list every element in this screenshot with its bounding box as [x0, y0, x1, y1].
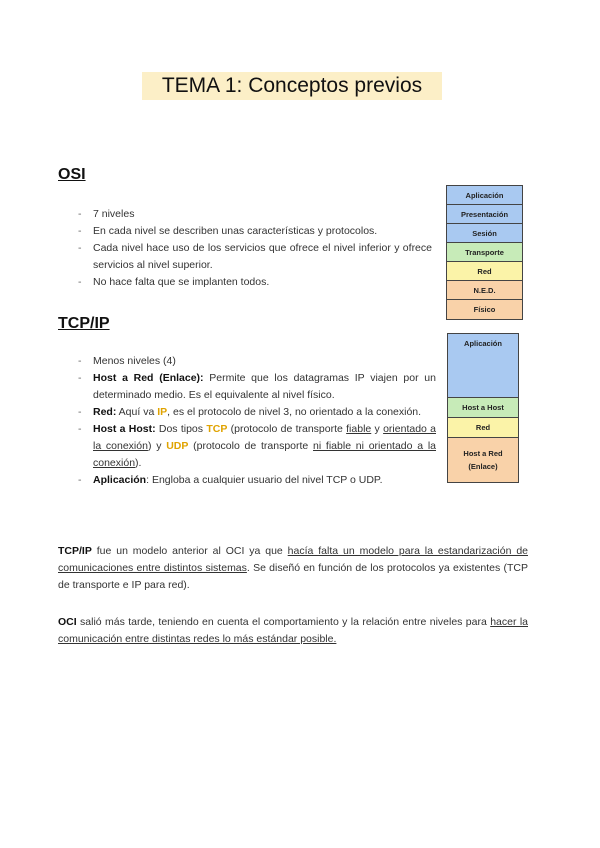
- list-item: - En cada nivel se describen unas características y protocolos.: [78, 223, 432, 240]
- list-item-text: Permite que los datagramas IP viajen por un determinado medio. Es el equivalente al nivel físico.: [93, 372, 436, 401]
- tcpip-layer-red: Red: [448, 418, 518, 438]
- page-title: TEMA 1: Conceptos previos: [142, 72, 442, 100]
- list-item: [78, 472, 436, 489]
- list-item: [78, 421, 436, 472]
- tcpip-layer-aplicacion: Aplicación: [448, 334, 518, 398]
- layer-label: (Enlace): [468, 462, 498, 471]
- tcpip-layer-host-a-red: [448, 438, 518, 482]
- list-item: [78, 370, 436, 404]
- list-item-text: Aquí va: [116, 406, 158, 418]
- protocol-ip: IP: [157, 406, 168, 418]
- list-item-text: Dos tipos: [155, 423, 207, 435]
- paragraph-text: fue un modelo anterior al OCI ya que: [91, 545, 288, 557]
- protocol-tcp: TCP: [206, 423, 228, 435]
- list-item: - Menos niveles (4): [78, 353, 436, 370]
- list-item-text: ).: [135, 457, 142, 469]
- osi-heading: OSI: [58, 166, 86, 183]
- underlined-text: fiable: [346, 423, 372, 435]
- list-item-text: y: [371, 423, 384, 435]
- list-item: [78, 404, 436, 421]
- underlined-text: hacer la comunicación entre distintas redes lo más estándar posible.: [58, 616, 528, 645]
- protocol-udp: UDP: [166, 440, 189, 452]
- osi-layer-presentacion: Presentación: [447, 205, 522, 224]
- list-item-text: : Engloba a cualquier usuario del nivel TCP o UDP.: [146, 474, 383, 486]
- list-item: - Cada nivel hace uso de los servicios que ofrece el nivel inferior y ofrece servicios al nivel superior.: [78, 240, 432, 274]
- term-oci: OCI: [58, 616, 77, 628]
- term-host-a-red: Host a Red (Enlace):: [93, 372, 204, 384]
- underlined-text: ni fiable ni orientado a la conexión: [93, 440, 436, 469]
- osi-layer-aplicacion: Aplicación: [447, 186, 522, 205]
- osi-layer-ned: N.E.D.: [447, 281, 522, 300]
- list-item: - 7 niveles: [78, 206, 432, 223]
- list-item-text: ) y: [147, 440, 167, 452]
- paragraph-text: . Se diseñó en función de los protocolos ya existentes (TCP de transporte e IP para red).: [58, 562, 528, 591]
- paragraph-tcpip: [58, 543, 528, 594]
- osi-layer-transporte: Transporte: [447, 243, 522, 262]
- osi-bullet-list: [78, 206, 432, 291]
- list-item: - No hace falta que se implanten todos.: [78, 274, 432, 291]
- term-aplicacion: Aplicación: [93, 474, 147, 486]
- osi-layer-stack: [446, 185, 523, 320]
- list-item-text: , es el protocolo de nivel 3, no orientado a la conexión.: [167, 406, 422, 418]
- paragraph-text: salió más tarde, teniendo en cuenta el comportamiento y la relación entre niveles para: [76, 616, 491, 628]
- underlined-text: orientado a la conexión: [93, 423, 437, 452]
- list-item-text: (protocolo de transporte: [227, 423, 347, 435]
- list-item-text: (protocolo de transporte: [188, 440, 314, 452]
- term-tcpip: TCP/IP: [58, 545, 92, 557]
- osi-layer-sesion: Sesión: [447, 224, 522, 243]
- tcpip-layer-host-a-host: Host a Host: [448, 398, 518, 418]
- tcpip-heading: TCP/IP: [58, 315, 110, 332]
- osi-layer-fisico: Físico: [447, 300, 522, 319]
- paragraph-oci: [58, 614, 528, 648]
- layer-label: Host a Red: [463, 449, 503, 458]
- tcpip-bullet-list: [78, 353, 436, 489]
- osi-layer-red: Red: [447, 262, 522, 281]
- term-host-a-host: Host a Host:: [93, 423, 156, 435]
- term-red: Red:: [93, 406, 117, 418]
- underlined-text: hacía falta un modelo para la estandarización de comunicaciones entre distintos sistemas: [58, 545, 528, 574]
- tcpip-layer-stack: [447, 333, 519, 483]
